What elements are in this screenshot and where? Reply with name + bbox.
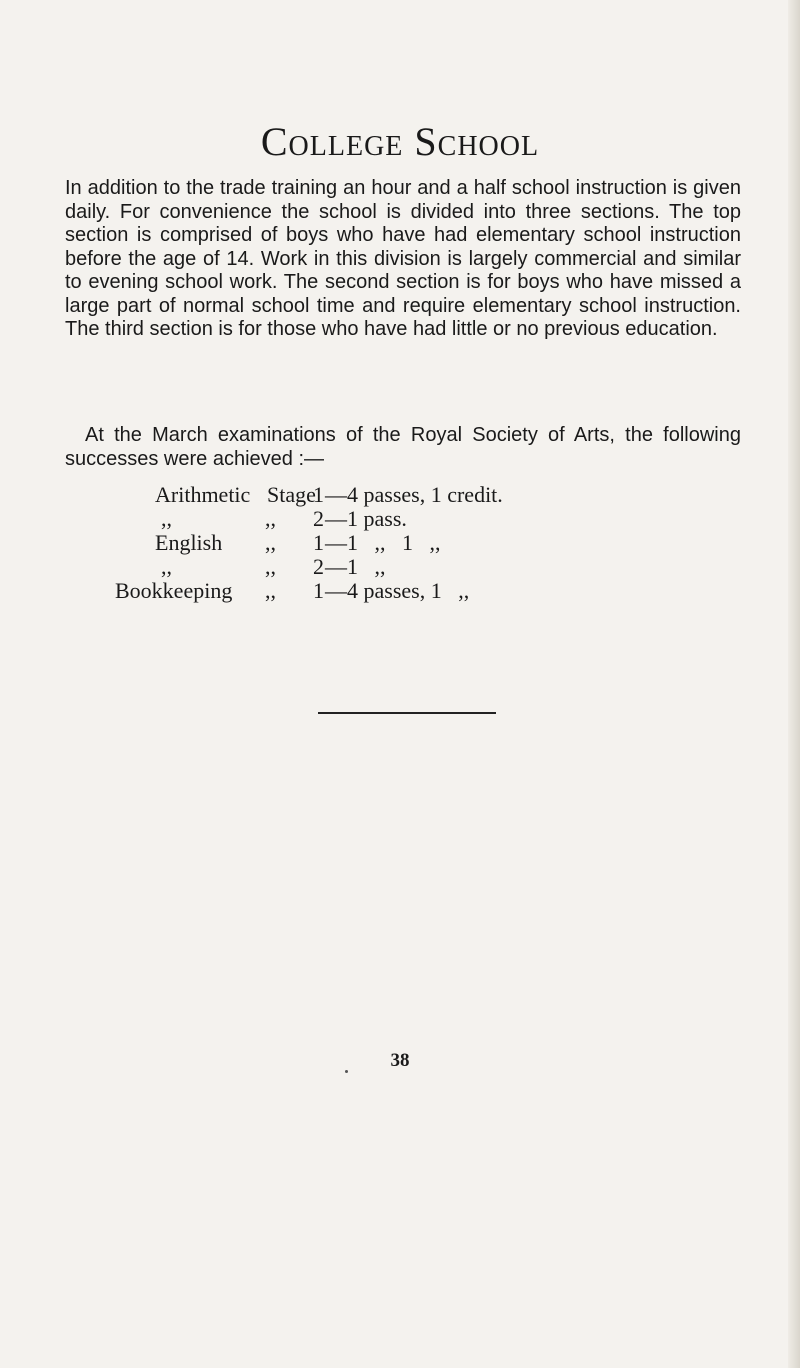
stage-number: 2 (313, 506, 324, 531)
section-divider (318, 712, 496, 714)
page-title: College School (260, 119, 540, 164)
stage-number: 1 (313, 482, 324, 507)
result-text: —1 ,, (325, 554, 386, 579)
result-text: —4 passes, 1 ,, (325, 578, 470, 603)
stage-word: ,, (265, 578, 276, 603)
stage-word: ,, (265, 506, 276, 531)
page-edge (788, 0, 800, 1368)
result-text: —1 ,, 1 ,, (325, 530, 441, 555)
result-text: —1 pass. (325, 506, 407, 531)
stage-number: 1 (313, 530, 324, 555)
subject: ,, (161, 554, 172, 579)
stage-word: ,, (265, 530, 276, 555)
subject: Bookkeeping (115, 578, 233, 603)
result-text: —4 passes, 1 credit. (325, 482, 503, 507)
intro-paragraph: In addition to the trade training an hour and a half school instruction is given daily. For convenience the school is divided into three sections. The top section is comprised of boys who have had elementary school instruction before the age of 14. Work in this division is largely commercial and similar to evening school work. The second section is for boys who have missed a large part of normal school time and require elementary school instruction. The third section is for those who have had little or no previous education. (65, 177, 741, 340)
stage-word: ,, (265, 554, 276, 579)
stage-number: 1 (313, 578, 324, 603)
subject: Arithmetic (155, 482, 251, 507)
subject: ,, (161, 506, 172, 531)
examinations-paragraph: At the March examinations of the Royal Society of Arts, the following successes were achieved :— (65, 424, 741, 470)
stage-word: Stage (267, 482, 316, 507)
subject: English (155, 530, 223, 555)
page-number: 38 (390, 1050, 410, 1071)
stage-number: 2 (313, 554, 324, 579)
